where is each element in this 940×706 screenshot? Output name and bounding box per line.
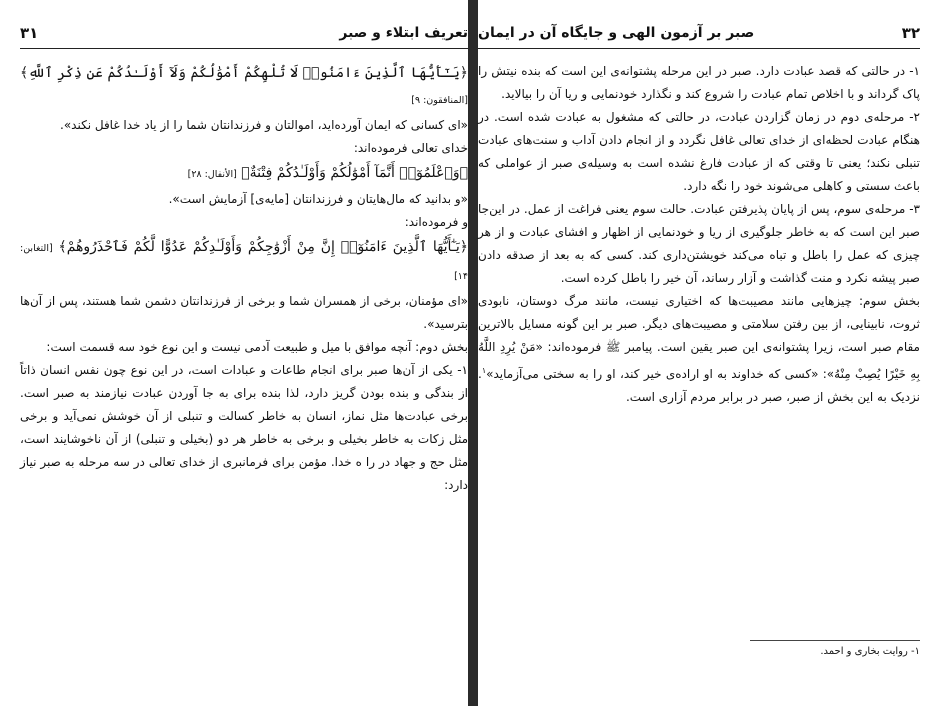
- verse-translation: «و بدانید که مال‌هایتان و فرزندانتان [مایه‌ی] آزمایش است».: [168, 192, 468, 206]
- verse-text: ﴿يَـٰٓأَيُّهَا ٱلَّذِينَ ءَامَنُوا۟ لَا تُلْهِكُمْ أَمْوَٰلُكُمْ وَلَآ أَوْلَـٰدُكُمْ عَن ذِكْرِ ٱللَّهِ﴾: [20, 65, 468, 81]
- quran-verse: [20, 234, 468, 290]
- book-spine: [468, 0, 478, 706]
- header-title: تعریف ابتلاء و صبر: [339, 25, 468, 41]
- footnote-marker[interactable]: ۱: [481, 366, 487, 375]
- footnote: ۱- روایت بخاری و احمد.: [820, 646, 920, 657]
- verse-text: ﴿وَٱعْلَمُوٓا۟ أَنَّمَآ أَمْوَٰلُكُمْ وَأَوْلَـٰدُكُمْ فِتْنَةٌ﴾: [241, 165, 468, 181]
- verse-reference: [المنافقون: ۹]: [411, 95, 468, 106]
- header-rule: [478, 48, 920, 49]
- list-item: ۲- مرحله‌ی دوم در زمان گزاردن عبادت، در حالتی که مشغول به عبادت شده است. در هنگام عبادت لحظه‌ای از خدای تعالی غافل نگردد و از انجام دادن آداب و سنت‌های عبادت تنبلی نکند؛ یعنی تا وقتی که از عبادت فارغ نشده است به وسیله‌ی صبر از عواملی که باعث سستی و کاهلی می‌شوند خود را نگه دارد.: [478, 110, 920, 193]
- verse-reference: [الأنفال: ۲۸]: [187, 169, 237, 180]
- paragraph: خدای تعالی فرموده‌اند:: [353, 141, 468, 155]
- page-number: ۳۲: [901, 24, 920, 42]
- right-page: [478, 0, 920, 706]
- list-item: ۱- یکی از آن‌ها صبر برای انجام طاعات و عبادات است، در این نوع چون نفس انسان ذاتاً از بندگی و بنده بودن گریز دارد، لذا بنده برای به جا آوردن عبادت نیازمند به صبر است. برخی عبادت‌ها مثل نماز، انسان به خاطر کسالت و تنبلی از آن خوشش نمی‌آید و برخی مثل زکات به خاطر بخیلی و برخی به خاطر هر دو (بخیلی و تنبلی) از آن ناخوشایند است، مثل حج و جهاد در را ه خدا. مؤمن برای فرمانبری از خدای تعالی در سه مرحله به صبر نیاز دارد:: [20, 363, 468, 492]
- footnote-divider: [750, 640, 920, 641]
- page-body: [478, 60, 920, 409]
- verse-reference: [التغابن: ۱۴]: [20, 243, 468, 282]
- section-paragraph: [478, 290, 920, 409]
- quran-verse: [20, 60, 468, 114]
- section-text: . نزدیک به این بخش از صبر، صبر در برابر مردم آزاری است.: [478, 367, 920, 404]
- list-item: ۱- در حالتی که قصد عبادت دارد. صبر در این مرحله پشتوانه‌ی این است که بنده نیتش را پاک گرداند و با اخلاص تمام عبادت را شروع کند و نگذارد خودنمایی و ریا آن را بیالاید.: [478, 64, 920, 101]
- section-paragraph: بخش دوم: آنچه موافق با میل و طبیعت آدمی نیست و این نوع خود سه قسمت است:: [46, 340, 468, 354]
- section-text: بخش سوم: چیزهایی مانند مصیبت‌ها که اختیاری نیست، مانند مرگ دوستان، نابودی ثروت، نابینایی، از بین رفتن سلامتی و مصیبت‌های دیگر. صبر بر این گونه مسایل بالاترین مقام صبر است، زیرا پشتوانه‌ی این صبر یقین است. پیامبر ﷺ فرموده‌اند: «مَنْ يُرِدِ اللَّهُ بِهِ خَيْرًا يُصِبْ مِنْهُ»: «کسی که خداوند به او اراده‌ی خیر کند، او را به سختی می‌آزماید»: [478, 294, 920, 381]
- page-body: [20, 60, 468, 497]
- verse-text: ﴿يَـٰٓأَيُّهَا ٱلَّذِينَ ءَامَنُوٓا۟ إِنَّ مِنْ أَزْوَٰجِكُمْ وَأَوْلَـٰدِكُمْ عَدُوًّا لَّكُمْ فَٱحْذَرُوهُمْ﴾: [58, 239, 468, 255]
- header-title: صبر بر آزمون الهی و جایگاه آن در ایمان: [478, 25, 755, 41]
- paragraph: و فرموده‌اند:: [404, 215, 468, 229]
- page-header: [20, 22, 468, 44]
- list-item: ۳- مرحله‌ی سوم، پس از پایان پذیرفتن عبادت. حالت سوم یعنی فراغت از عمل. در این‌جا صبر این است که به خاطر جلوگیری از ریا و خودنمایی از اظهار و افشای عبادت و از هر چیزی که عمل را باطل و تباه می‌کند خویشتن‌داری کند. کسی که به بعد از صدقه دادن صبر پیشه نکرد و منت گذاشت و آزار رساند، آن خیر را باطل کرده است.: [478, 202, 920, 285]
- page-header: [478, 22, 920, 44]
- verse-translation: «ای مؤمنان، برخی از همسران شما و برخی از فرزندانتان دشمن شما هستند، پس از آن‌ها بترسید».: [20, 294, 468, 331]
- quran-verse: [20, 160, 468, 188]
- page-number: ۳۱: [20, 24, 39, 42]
- header-rule: [20, 48, 468, 49]
- left-page: [20, 0, 468, 706]
- verse-translation: «ای کسانی که ایمان آورده‌اید، اموالتان و فرزندانتان شما را از یاد خدا غافل نکند».: [60, 118, 468, 132]
